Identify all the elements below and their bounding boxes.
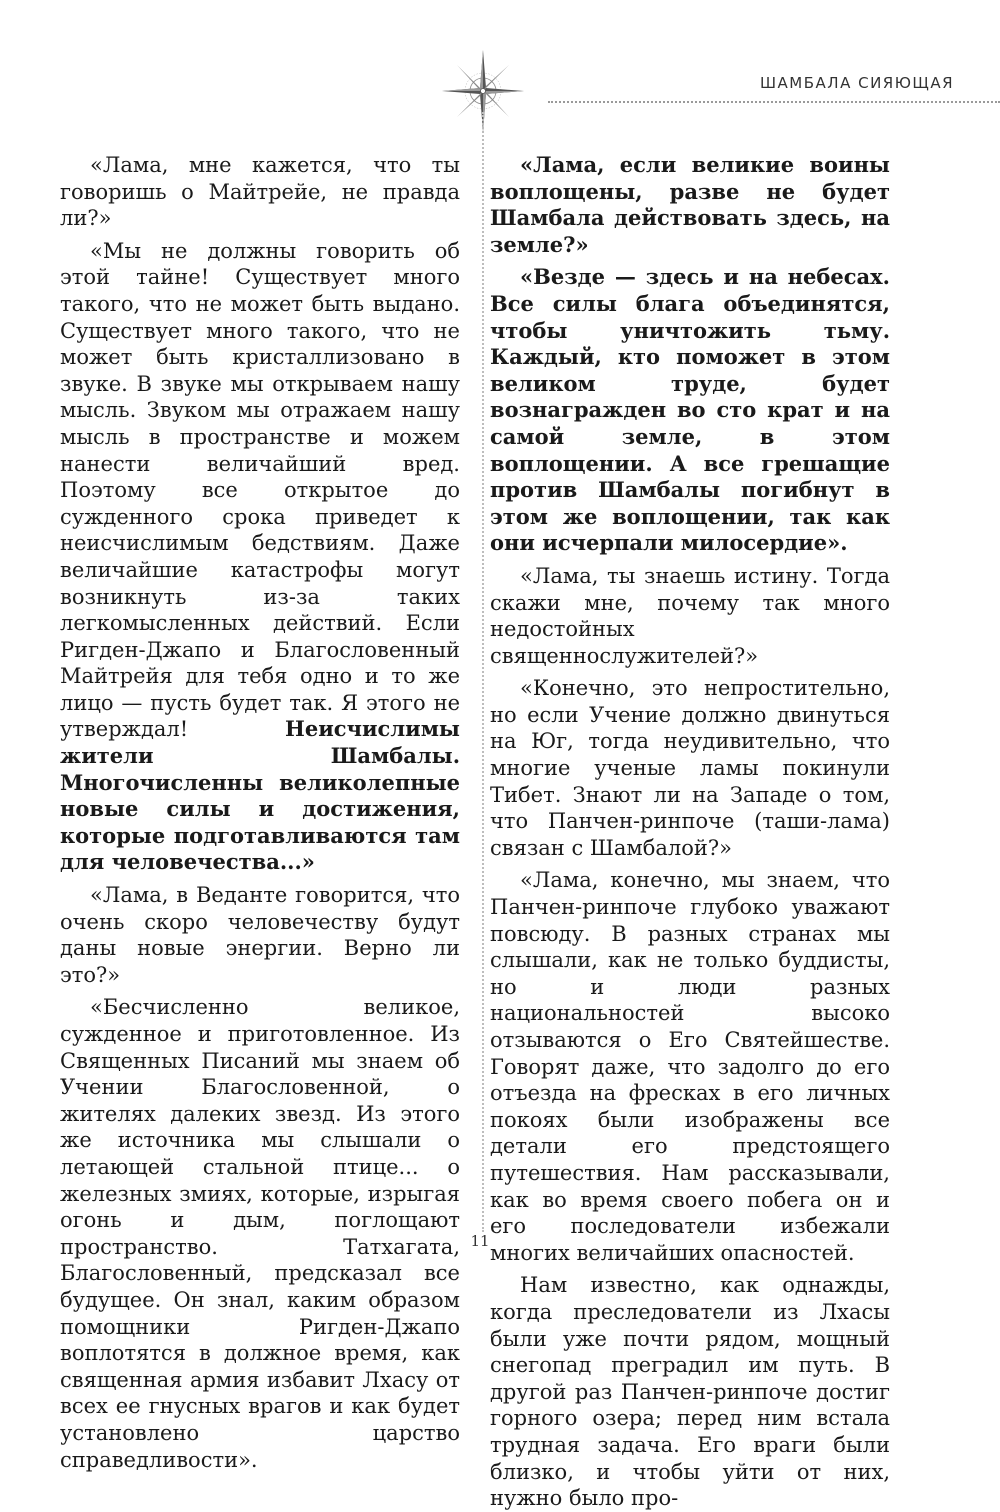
paragraph-bold: «Везде — здесь и на небесах. Все силы блага объединятся, чтобы уничтожить тьму. Каждый, кто поможет в этом великом труде, будет вознагражден во сто крат и на самой земле, в этом воплощении. А все грешащие против Шамбалы погибнут в этом же воплощении, так как они исчерпали милосердие». <box>490 264 890 556</box>
right-text-column <box>490 152 890 1512</box>
paragraph-text: «Мы не должны говорить об этой тайне! Существует много такого, что не может быть выдано. Существует много такого, что не может быть кристаллизовано в звуке. В звуке мы открываем нашу мысль. Звуком мы отражаем нашу мысль в пространстве и можем нанести величайший вред. Поэтому все открытое до сужденного срока приведет к неисчислимым бедствиям. Даже величайшие катастрофы могут возникнуть из-за таких легкомысленных действий. Если Ригден-Джапо и Благословенный Майтрейя для тебя одно и то же лицо — пусть будет так. Я этого не утверждал! <box>60 238 460 742</box>
paragraph: «Лама, мне кажется, что ты говоришь о Майтрейе, не правда ли?» <box>60 153 460 231</box>
paragraph: «Лама, в Веданте говорится, что очень скоро человечеству будут даны новые энергии. Верно ли это?» <box>60 883 460 987</box>
running-header-title: ШАМБАЛА СИЯЮЩАЯ <box>760 74 955 92</box>
paragraph: Нам известно, как однажды, когда преследователи из Лхасы были уже почти рядом, мощный снегопад преградил им путь. В другой раз Панчен-ринпоче достиг горного озера; перед ним встала трудная задача. Его враги были близко, и чтобы уйти от них, нужно было про- <box>490 1273 890 1511</box>
paragraph <box>60 238 460 876</box>
paragraph: «Лама, ты знаешь истину. Тогда скажи мне, почему так много недостойных священнослужителей?» <box>490 563 890 668</box>
header-dotted-rule <box>548 101 1000 103</box>
paragraph-bold-text: Неисчислимы жители Шамбалы. Многочисленны великолепные новые силы и достижения, которые подготавливаются там для человечества...» <box>60 716 460 875</box>
paragraph: «Конечно, это непростительно, но если Учение должно двинуться на Юг, тогда неудивительно, что многие ученые ламы покинули Тибет. Знают ли на Западе о том, что Панчен-ринпоче (таши-лама) связан с Шамбалой?» <box>490 676 890 860</box>
paragraph-bold: «Лама, если великие воины воплощены, разве не будет Шамбала действовать здесь, на земле?» <box>490 152 890 257</box>
column-dotted-divider <box>482 112 484 1232</box>
left-text-column <box>60 152 460 1473</box>
page-number: 11 <box>470 1232 490 1250</box>
paragraph: «Бесчисленно великое, сужденное и приготовленное. Из Священных Писаний мы знаем об Учении Благословенной, о жителях далеких звезд. Из этого же источника мы слышали о летающей стальной птице... о железных змиях, которые, изрыгая огонь и дым, поглощают пространство. Татхагата, Благословенный, предсказал все будущее. Он знал, каким образом помощники Ригден-Джапо воплотятся в должное время, как священная армия избавит Лхасу от всех ее гнусных врагов и как будет установлено царство справедливости». <box>60 995 460 1472</box>
paragraph: «Лама, конечно, мы знаем, что Панчен-ринпоче глубоко уважают повсюду. В разных странах мы слышали, как не только буддисты, но и люди разных национальностей высоко отзываются о Его Святейшестве. Говорят даже, что задолго до его отъезда на фресках в его личных покоях были изображены все детали его предстоящего путешествия. Нам рассказывали, как во время своего побега он и его последователи избежали многих величайших опасностей. <box>490 868 890 1265</box>
